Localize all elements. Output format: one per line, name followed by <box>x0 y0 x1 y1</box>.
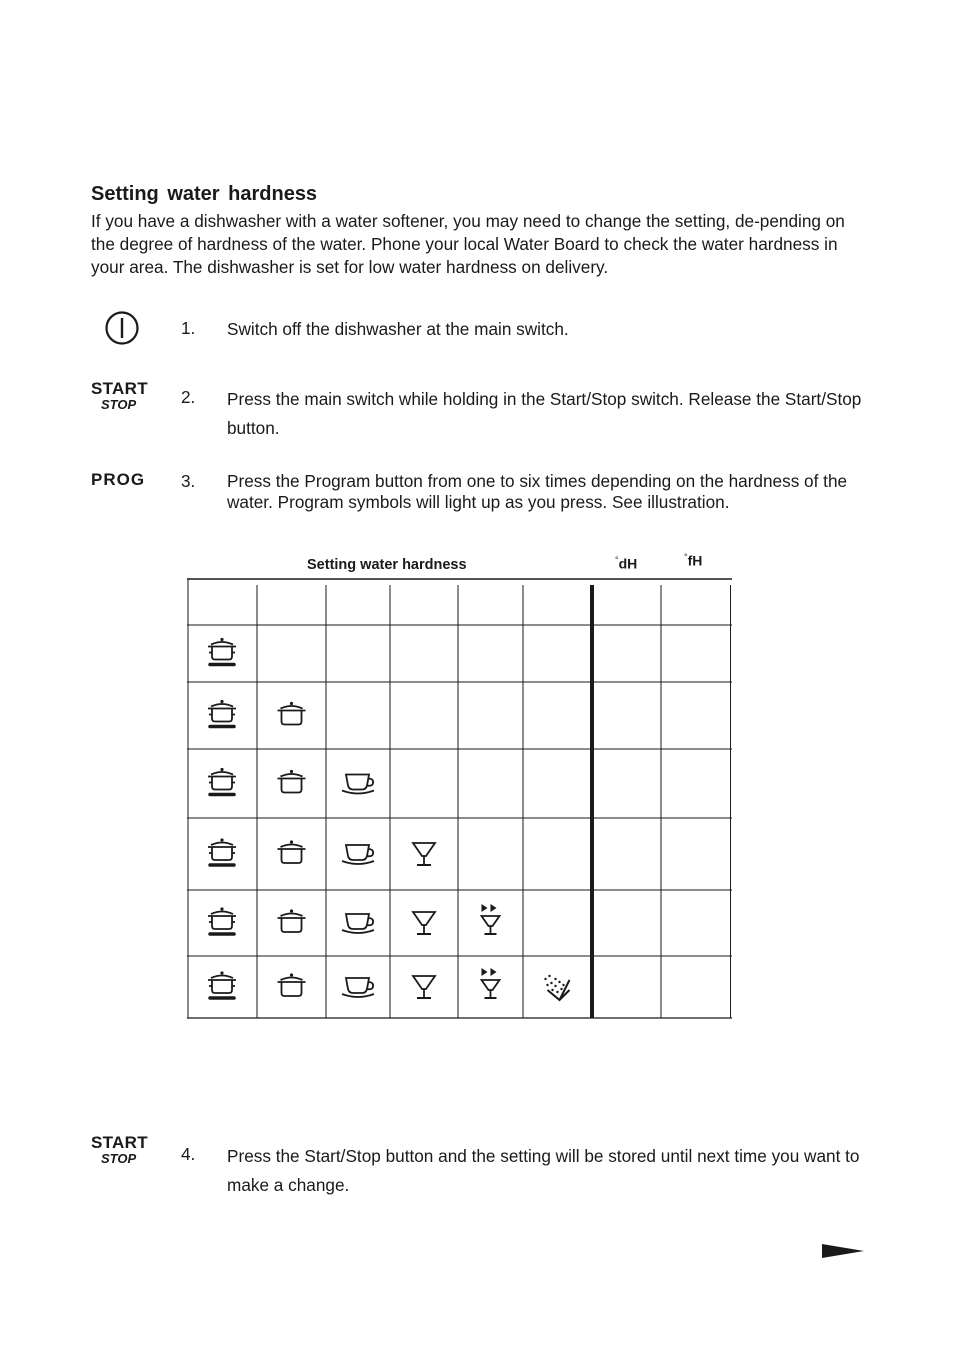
glass-icon <box>413 976 435 998</box>
table-title: Setting water hardness <box>307 557 467 573</box>
pot-icon <box>278 840 306 863</box>
next-page-arrow-icon <box>822 1243 864 1264</box>
step-1-text: Switch off the dishwasher at the main switch. <box>227 319 569 339</box>
step-4-number: 4. <box>181 1144 196 1164</box>
dh-unit-label: °dH <box>615 555 638 572</box>
stop-label: STOP <box>101 1151 137 1166</box>
pot-icon <box>278 702 306 725</box>
start-label: START <box>91 379 148 398</box>
start-stop-icon <box>91 1134 148 1166</box>
intro-paragraph: If you have a dishwasher with a water softener, you may need to change the setting, de-pending on the degree of hardness of the water. Phone your local Water Board to check the water hardness in your area. The dishwasher is set for low water hardness on delivery. <box>91 211 845 277</box>
pot-icon <box>278 973 306 996</box>
step-2-text: Press the main switch while holding in the Start/Stop switch. Release the Start/Stop button. <box>227 389 862 438</box>
pot-icon <box>278 909 306 932</box>
glass-icon <box>413 912 435 934</box>
step-4-text: Press the Start/Stop button and the setting will be stored until next time you want to make a change. <box>227 1146 860 1195</box>
cup-icon <box>342 775 374 794</box>
rinse-icon <box>544 975 569 1000</box>
start-stop-icon <box>91 380 148 412</box>
power-switch-icon <box>104 310 140 351</box>
cup-icon <box>342 845 374 864</box>
prog-icon <box>91 470 145 490</box>
start-label: START <box>91 1133 148 1152</box>
cup-icon <box>342 914 374 933</box>
quick-glass-icon <box>482 968 500 998</box>
step-1-number: 1. <box>181 318 196 338</box>
hardness-table <box>187 578 732 1019</box>
quick-glass-icon <box>482 904 500 934</box>
section-title: Setting water hardness <box>91 183 318 205</box>
cup-icon <box>342 978 374 997</box>
intensive-pot-icon <box>208 700 236 727</box>
fh-unit-label: °fH <box>684 552 703 569</box>
intensive-pot-icon <box>208 907 236 934</box>
pot-icon <box>278 770 306 793</box>
glass-icon <box>413 843 435 865</box>
intensive-pot-icon <box>208 838 236 865</box>
prog-label: PROG <box>91 470 146 489</box>
stop-label: STOP <box>101 397 137 412</box>
intensive-pot-icon <box>208 971 236 998</box>
intensive-pot-icon <box>208 638 236 665</box>
step-3-number: 3. <box>181 471 196 491</box>
hardness-grid <box>187 578 732 1019</box>
intensive-pot-icon <box>208 768 236 795</box>
step-2-number: 2. <box>181 387 196 407</box>
step-3-text: Press the Program button from one to six times depending on the hardness of the water. Program symbols will light up as you press. See illustration. <box>227 471 848 512</box>
